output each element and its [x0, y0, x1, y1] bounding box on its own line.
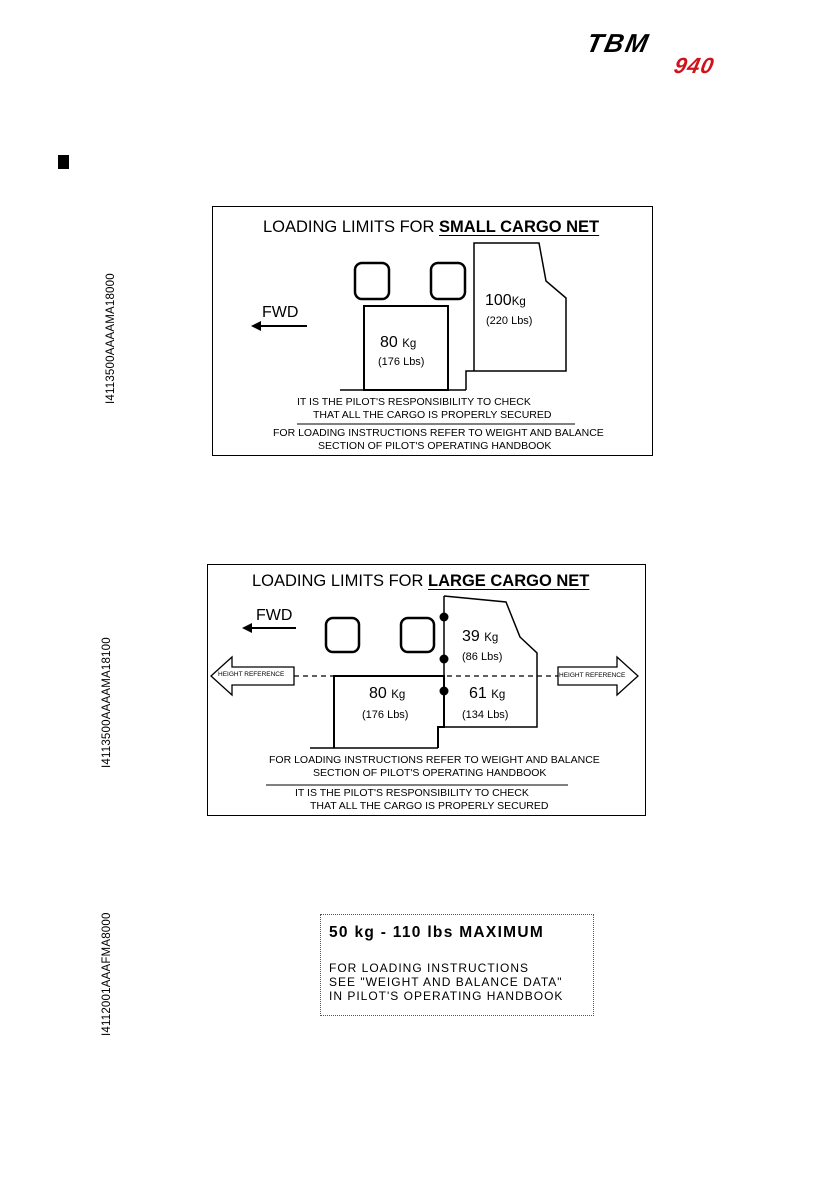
- rear-weight-lbs: (220 Lbs): [486, 315, 533, 327]
- tbm-940-logo: [586, 30, 746, 76]
- revision-marker: [58, 155, 69, 169]
- instructions-line-2: SECTION OF PILOT'S OPERATING HANDBOOK: [318, 440, 552, 452]
- max-instructions-line-3: IN PILOT'S OPERATING HANDBOOK: [329, 989, 564, 1003]
- max-instructions-line-2: SEE "WEIGHT AND BALANCE DATA": [329, 975, 563, 989]
- logo-sub-text: 940: [671, 53, 717, 76]
- front-weight-lbs: (176 Lbs): [378, 356, 425, 368]
- instructions-line-1: FOR LOADING INSTRUCTIONS REFER TO WEIGHT AND BALANCE: [269, 754, 600, 766]
- responsibility-line-1: IT IS THE PILOT'S RESPONSIBILITY TO CHECK: [297, 396, 531, 408]
- window-icon: [355, 263, 389, 299]
- front-weight: 80 Kg: [369, 685, 406, 702]
- responsibility-line-2: THAT ALL THE CARGO IS PROPERLY SECURED: [313, 409, 552, 421]
- instructions-line-2: SECTION OF PILOT'S OPERATING HANDBOOK: [313, 767, 547, 779]
- front-weight-lbs: (176 Lbs): [362, 709, 409, 721]
- rear-weight: 100Kg: [485, 292, 526, 309]
- front-weight: 80 Kg: [380, 334, 417, 351]
- lower-weight-lbs: (134 Lbs): [462, 709, 509, 721]
- window-icon: [401, 618, 434, 652]
- max-instructions-line-1: FOR LOADING INSTRUCTIONS: [329, 961, 530, 975]
- max-load-text: 50 kg - 110 lbs MAXIMUM: [329, 924, 545, 941]
- small-cargo-net-placard: [212, 206, 653, 456]
- max-load-label: [320, 914, 594, 1016]
- placard-title: LOADING LIMITS FOR LARGE CARGO NET: [252, 572, 590, 590]
- responsibility-line-2: THAT ALL THE CARGO IS PROPERLY SECURED: [310, 800, 549, 812]
- responsibility-line-1: IT IS THE PILOT'S RESPONSIBILITY TO CHECK: [295, 787, 529, 799]
- placard-title: LOADING LIMITS FOR SMALL CARGO NET: [263, 218, 600, 236]
- fwd-label: FWD: [256, 607, 293, 624]
- upper-weight-lbs: (86 Lbs): [462, 651, 503, 663]
- lower-weight: 61 Kg: [469, 685, 506, 702]
- logo-main-text: TBM: [586, 30, 653, 58]
- height-reference-right-label: HEIGHT REFERENCE: [559, 672, 626, 679]
- large-cargo-net-placard: [207, 564, 646, 816]
- fwd-label: FWD: [262, 304, 299, 321]
- window-icon: [326, 618, 359, 652]
- instructions-line-1: FOR LOADING INSTRUCTIONS REFER TO WEIGHT AND BALANCE: [273, 427, 604, 439]
- upper-weight: 39 Kg: [462, 628, 499, 645]
- window-icon: [431, 263, 465, 299]
- height-reference-left-label: HEIGHT REFERENCE: [218, 671, 285, 678]
